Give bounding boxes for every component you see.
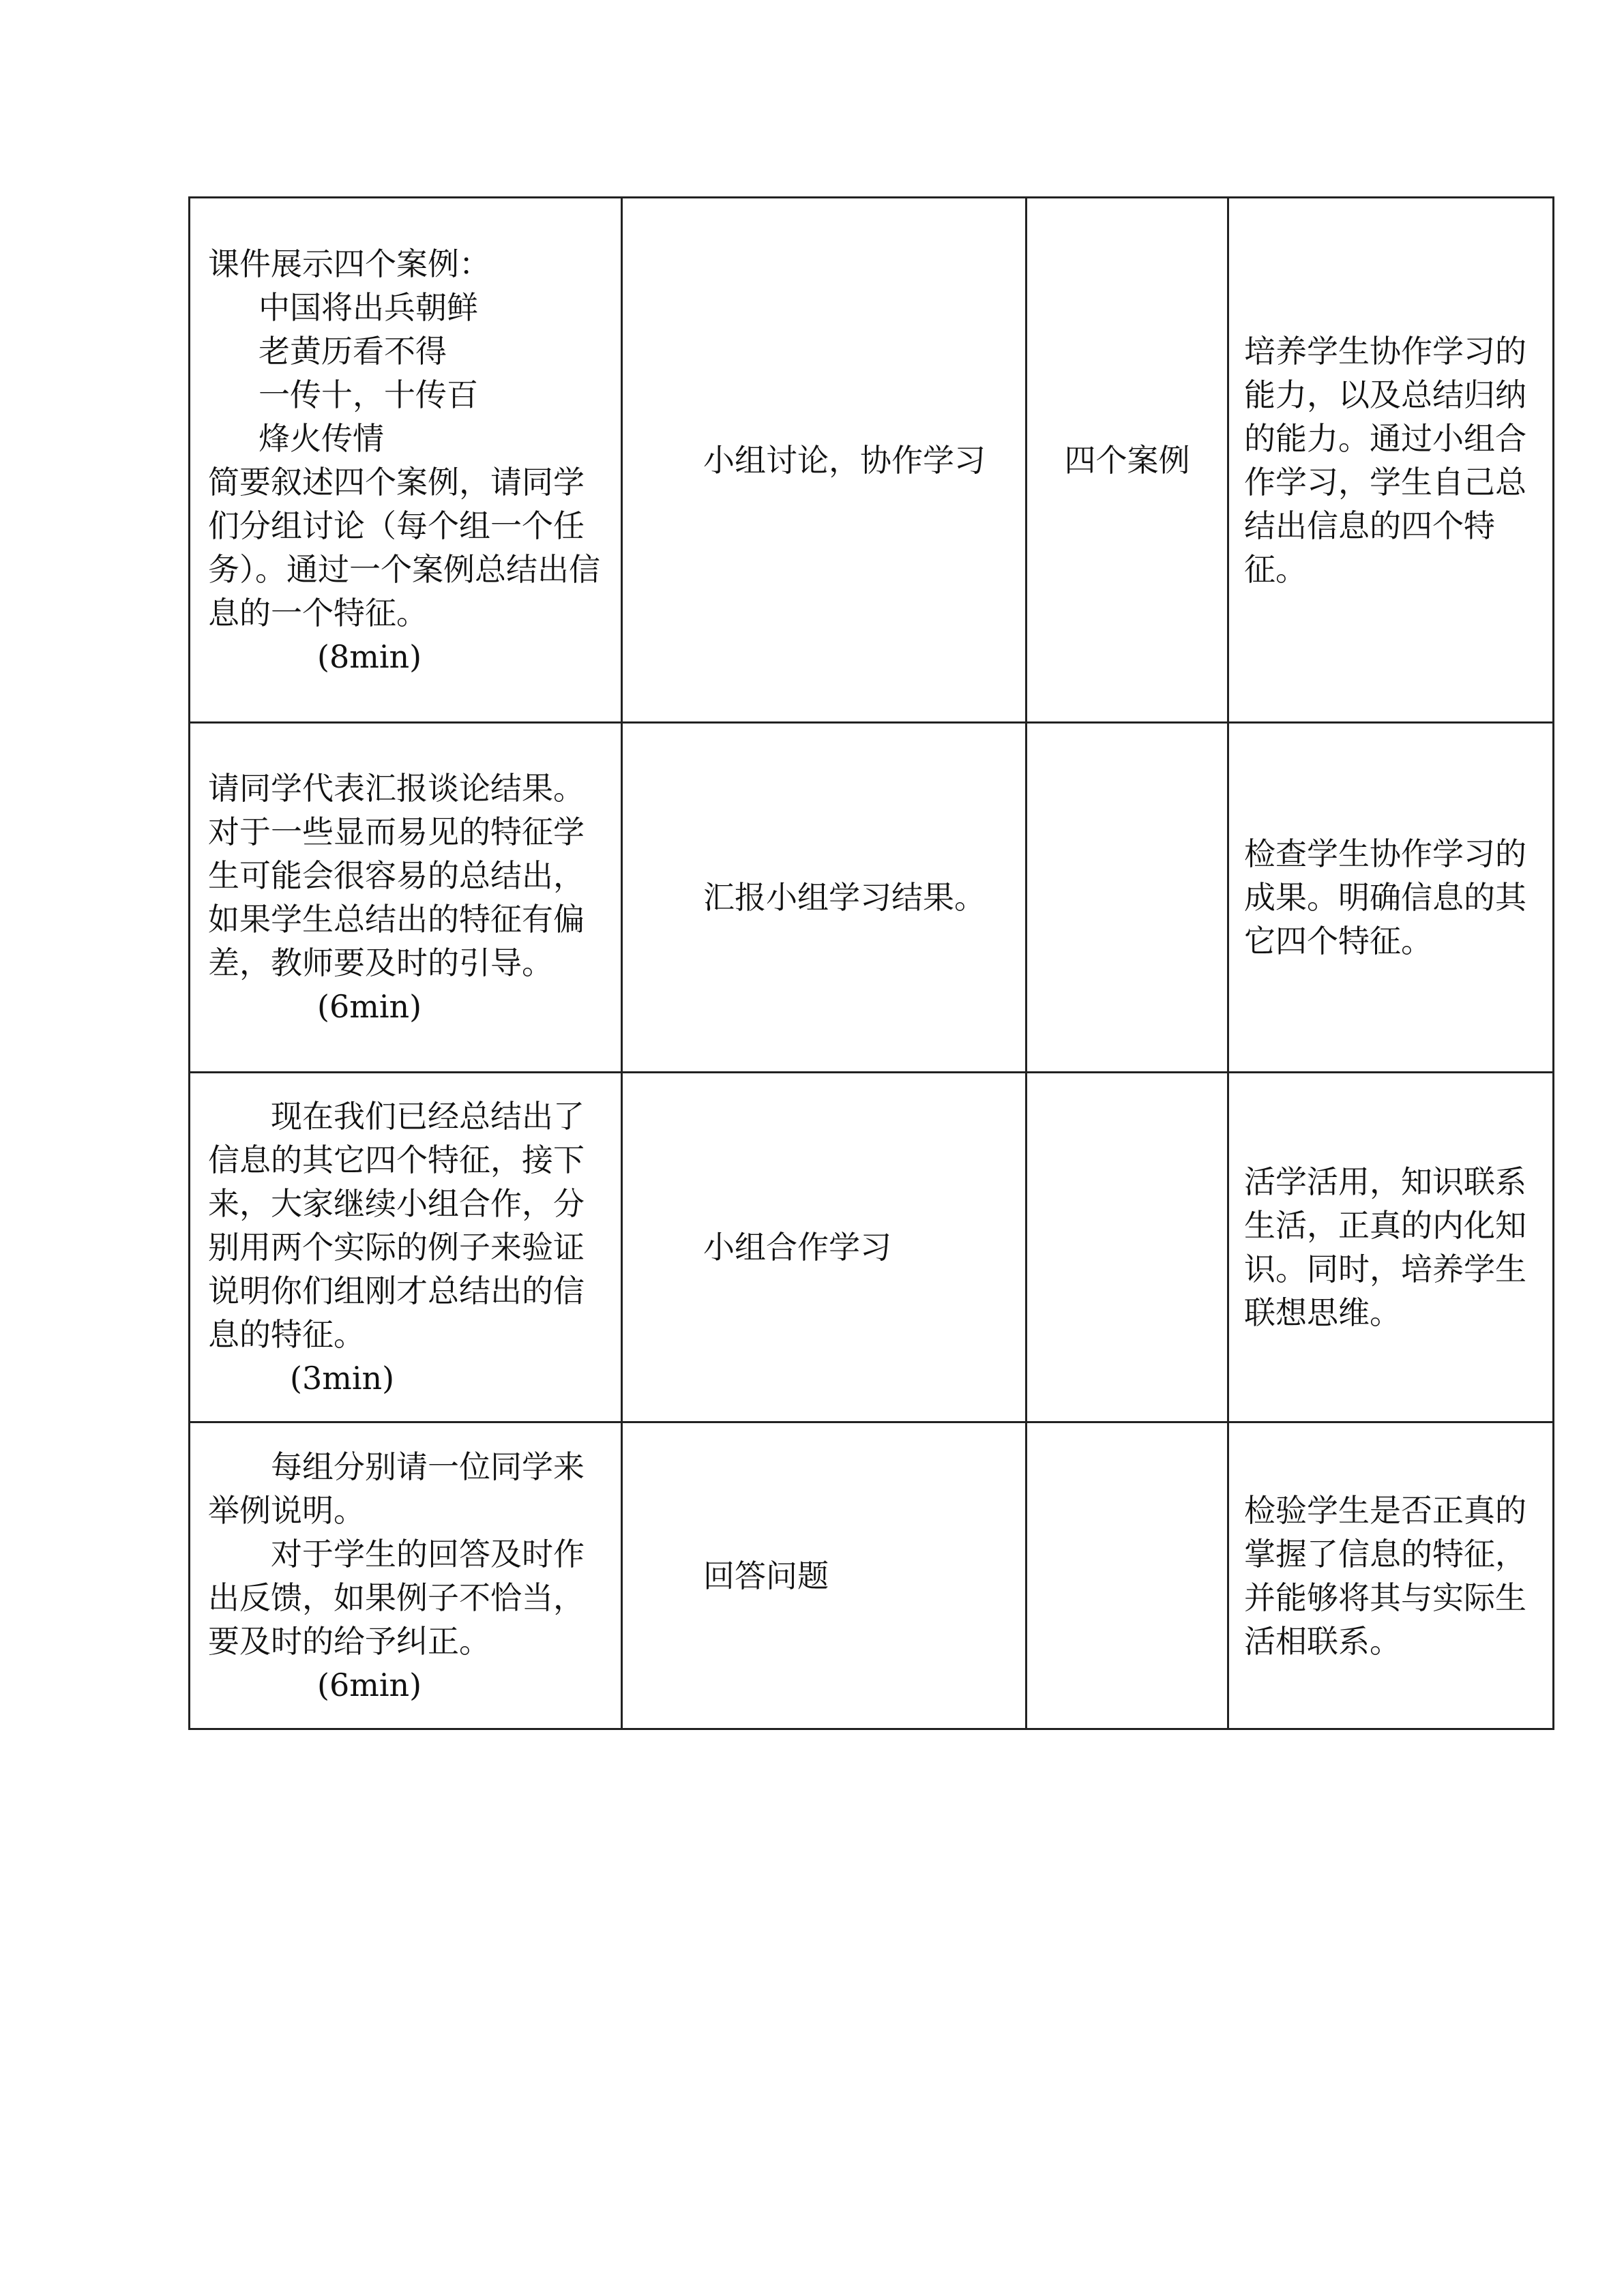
design-purpose: 培养学生协作学习的能力，以及总结归纳的能力。通过小组合作学习，学生自己总结出信息的四个特征。 [1244,332,1526,588]
teaching-process-cell [190,198,622,723]
process-paragraph-2: 对于学生的回答及时作出反馈，如果例子不恰当，要及时的给予纠正。 [208,1535,585,1660]
teaching-process-cell [190,1073,622,1422]
media-cell [1027,723,1228,1073]
media-cell [1027,1073,1228,1422]
teaching-process-cell [190,1422,622,1729]
lesson-plan-table [188,196,1554,1730]
design-purpose-cell [1228,198,1554,723]
student-activity-cell [622,1422,1027,1729]
teaching-process-cell [190,723,622,1073]
design-purpose-cell [1228,1073,1554,1422]
table-row [190,723,1554,1073]
time-estimate: (3min) [290,1360,395,1397]
student-activity: 小组讨论，协作学习 [703,441,986,479]
design-purpose-cell [1228,723,1554,1073]
design-purpose-cell [1228,1422,1554,1729]
student-activity-cell [622,198,1027,723]
design-purpose: 活学活用，知识联系生活，正真的内化知识。同时，培养学生联想思维。 [1244,1163,1526,1331]
table-row [190,1422,1554,1729]
process-body: 现在我们已经总结出了信息的其它四个特征，接下来，大家继续小组合作，分别用两个实际的例子来验证说明你们组刚才总结出的信息的特征。 [208,1098,585,1353]
case-item: 烽火传情 [259,419,384,457]
case-item: 中国将出兵朝鲜 [259,288,478,326]
student-activity: 回答问题 [703,1557,829,1594]
time-estimate: (6min) [317,1666,422,1703]
student-activity: 汇报小组学习结果。 [703,879,986,916]
student-activity-cell [622,723,1027,1073]
process-body: 请同学代表汇报谈论结果。对于一些显而易见的特征学生可能会很容易的总结出，如果学生总结出的特征有偏差，教师要及时的引导。 [208,770,585,981]
process-paragraph-1: 每组分别请一位同学来举例说明。 [208,1448,585,1529]
media-cell [1027,198,1228,723]
student-activity-cell [622,1073,1027,1422]
design-purpose: 检查学生协作学习的成果。明确信息的其它四个特征。 [1244,835,1526,959]
case-item: 老黄历看不得 [259,332,447,370]
case-item: 一传十，十传百 [259,376,478,413]
time-estimate: (8min) [317,638,422,675]
process-body: 简要叙述四个案例，请同学们分组讨论（每个组一个任务）。通过一个案例总结出信息的一个特征。 [208,463,600,631]
student-activity: 小组合作学习 [703,1229,891,1266]
process-intro: 课件展示四个案例： [208,245,490,282]
design-purpose: 检验学生是否正真的掌握了信息的特征，并能够将其与实际生活相联系。 [1244,1491,1526,1660]
table-row [190,1073,1554,1422]
time-estimate: (6min) [317,988,422,1025]
table-row [190,198,1554,723]
media-cell [1027,1422,1228,1729]
media-label: 四个案例 [1064,441,1190,479]
